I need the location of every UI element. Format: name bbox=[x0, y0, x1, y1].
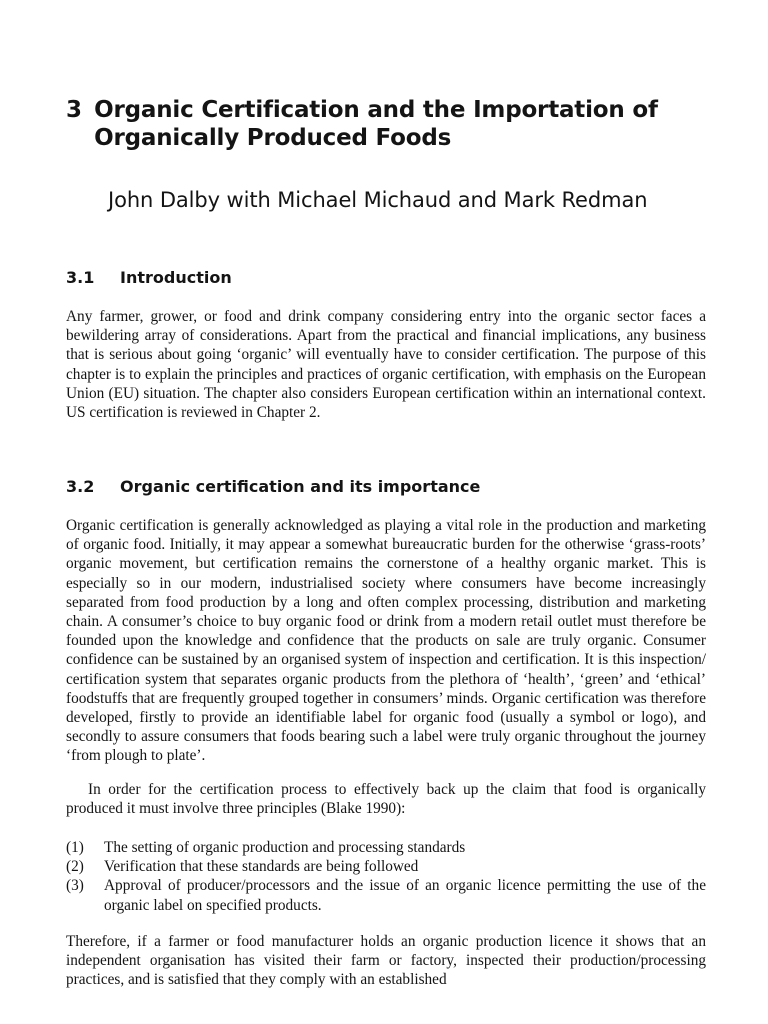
section-title: Organic certification and its importance bbox=[120, 477, 481, 496]
section-heading-certification bbox=[66, 477, 480, 497]
introduction-paragraph: Any farmer, grower, or food and drink company considering entry into the organic sector faces a bewildering array of considerations. Apart from the practical and financial implications, any business that is serious about going ‘organic’ will eventually have to consider certification. The purpose of this chapter is to explain the principles and practices of organic certification, with emphasis on the European Union (EU) situation. The chapter also considers European certification within an international context. US certification is reviewed in Chapter 2. bbox=[66, 308, 706, 422]
list-item bbox=[66, 876, 706, 914]
section-heading-introduction bbox=[66, 268, 232, 288]
closing-paragraph: Therefore, if a farmer or food manufacturer holds an organic production licence it shows that an independent organisation has visited their farm or factory, inspected their production/processing practices, and is satisfied that they comply with an established bbox=[66, 933, 706, 989]
list-item bbox=[66, 838, 706, 857]
list-item-number: (1) bbox=[66, 839, 84, 856]
list-item-number: (2) bbox=[66, 858, 84, 876]
list-item-number: (3) bbox=[66, 877, 84, 895]
section-number: 3.1 bbox=[66, 268, 95, 287]
list-item-text: The setting of organic production and processing standards bbox=[104, 839, 466, 856]
list-item bbox=[66, 857, 706, 876]
section-number: 3.2 bbox=[66, 477, 95, 496]
chapter-title: Organic Certification and the Importation of Organically Produced Foods bbox=[94, 97, 658, 151]
chapter-number: 3 bbox=[66, 97, 83, 123]
list-item-text: Verification that these standards are being followed bbox=[104, 858, 419, 876]
chapter-heading bbox=[66, 96, 716, 152]
list-item-text: Approval of producer/processors and the issue of an organic licence permitting the use of the organic label on specified products. bbox=[104, 877, 706, 914]
certification-paragraph-1: Organic certification is generally acknowledged as playing a vital role in the production and marketing of organic food. Initially, it may appear a somewhat bureaucratic burden for the otherwise ‘grass-roots’ organic movement, but certification remains the cornerstone of a healthy organic market. This is especially so in our modern, industrialised society where consumers have become increasingly separated from food production by a long and often complex processing, distribution and marketing chain. A consumer’s choice to buy organic food or drink from a modern retail outlet must therefore be founded upon the knowledge and confidence that the products on sale are truly organic. Consumer confidence can be sustained by an organised system of inspection and certification. It is this inspection/ certification system that separates organic products from the plethora of ‘health’, ‘green’ and ‘ethical’ foodstuffs that are frequently grouped together in consumers’ minds. Organic certification was therefore developed, firstly to provide an identifiable label for organic food (usually a symbol or logo), and secondly to assure consumers that foods bearing such a label were truly organic throughout the journey ‘from plough to plate’. bbox=[66, 517, 706, 765]
principles-list bbox=[66, 838, 706, 915]
certification-paragraph-2: In order for the certification process to effectively back up the claim that food is organically produced it must involve three principles (Blake 1990): bbox=[66, 781, 706, 818]
chapter-authors: John Dalby with Michael Michaud and Mark Redman bbox=[108, 188, 648, 212]
section-title: Introduction bbox=[120, 268, 232, 287]
